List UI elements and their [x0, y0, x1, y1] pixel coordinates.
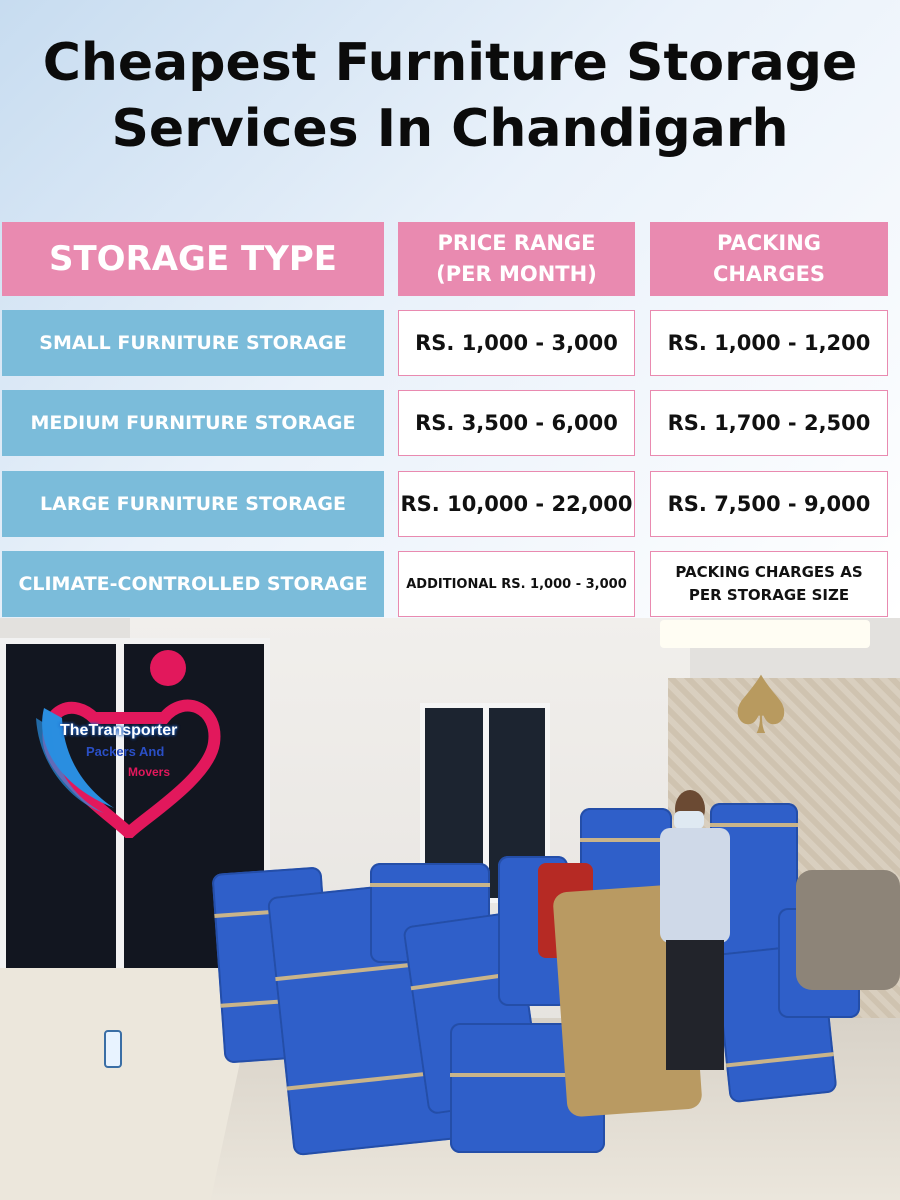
row-price-cell: ADDITIONAL RS. 1,000 - 3,000: [398, 551, 635, 617]
header-price-line-1: PRICE RANGE: [437, 231, 596, 255]
row-type-cell: LARGE FURNITURE STORAGE: [2, 471, 384, 537]
row-packing-cell: RS. 1,000 - 1,200: [650, 310, 888, 376]
header-price-range: [398, 222, 635, 296]
header-packing-line-2: CHARGES: [712, 262, 826, 286]
person-pants: [666, 940, 724, 1070]
row-packing-cell: RS. 7,500 - 9,000: [650, 471, 888, 537]
row-price-cell: RS. 3,500 - 6,000: [398, 390, 635, 456]
title-line-1: Cheapest Furniture Storage: [42, 33, 858, 93]
person-shirt: [660, 828, 730, 943]
logo-brand-name: TheTransporter: [60, 722, 178, 739]
row-price-cell: RS. 10,000 - 22,000: [398, 471, 635, 537]
ceiling-light: [660, 620, 870, 648]
packing-note-line-1: PACKING CHARGES AS: [675, 563, 863, 581]
logo-tagline-1: Packers And: [86, 744, 165, 759]
company-logo: [34, 648, 224, 838]
chandelier-icon: ♠: [725, 659, 797, 752]
header-packing-charges: [650, 222, 888, 296]
row-price-cell: RS. 1,000 - 3,000: [398, 310, 635, 376]
sofa: [796, 870, 900, 990]
header-storage-type: STORAGE TYPE: [2, 222, 384, 296]
row-packing-cell: [650, 551, 888, 617]
water-bottle: [104, 1030, 122, 1068]
row-type-cell: SMALL FURNITURE STORAGE: [2, 310, 384, 376]
logo-head-icon: [150, 650, 186, 686]
row-type-cell: CLIMATE-CONTROLLED STORAGE: [2, 551, 384, 617]
logo-tagline-2: Movers: [128, 765, 171, 779]
packing-note-line-2: PER STORAGE SIZE: [688, 586, 850, 604]
header-packing-line-1: PACKING: [716, 231, 822, 255]
title-line-2: Services In Chandigarh: [111, 99, 789, 159]
row-type-cell: MEDIUM FURNITURE STORAGE: [2, 390, 384, 456]
face-mask: [674, 811, 704, 829]
header-price-line-2: (PER MONTH): [436, 262, 597, 286]
page-title: [0, 30, 900, 162]
row-packing-cell: RS. 1,700 - 2,500: [650, 390, 888, 456]
